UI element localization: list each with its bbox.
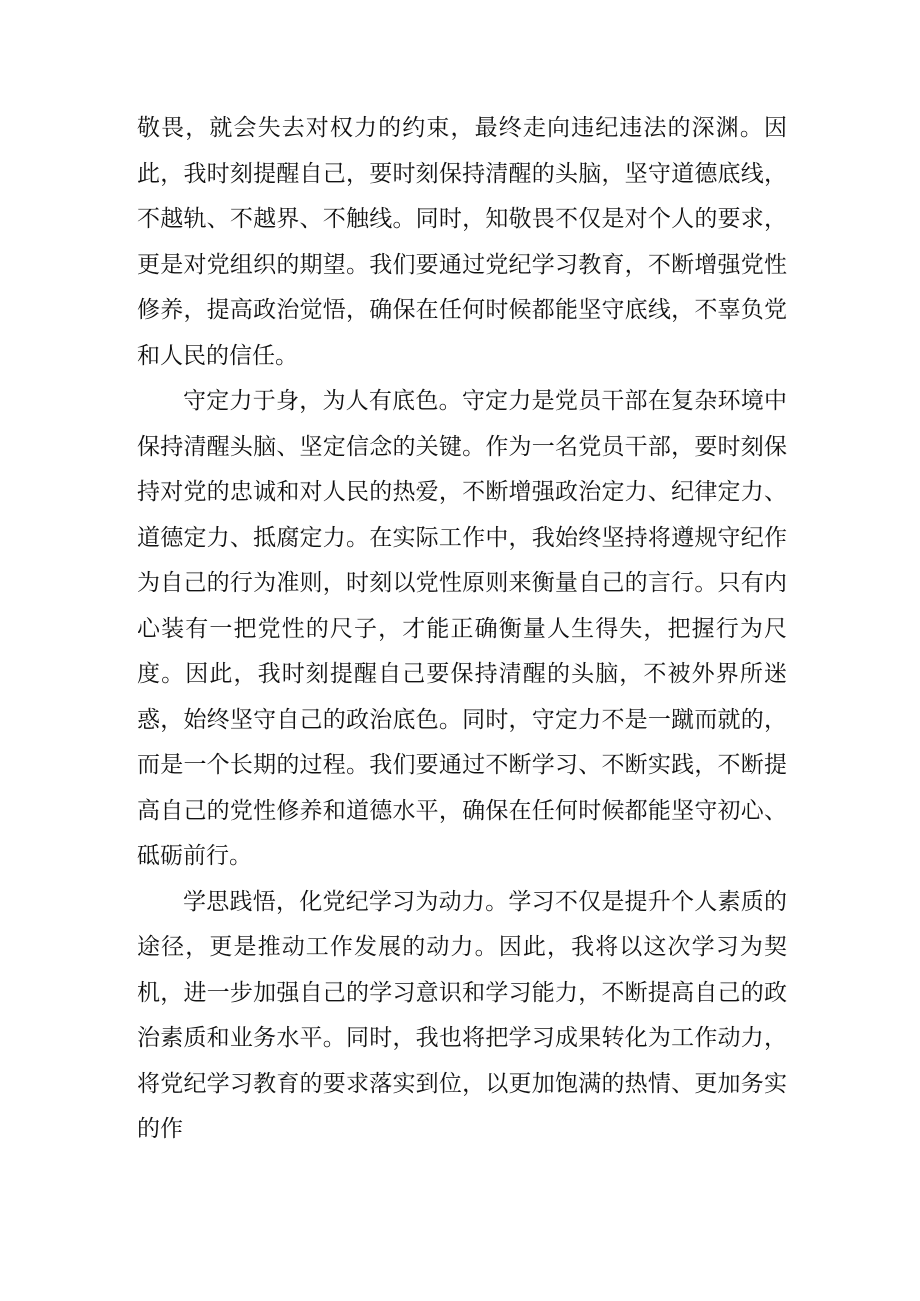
- paragraph-stay-focused: 守定力于身，为人有底色。守定力是党员干部在复杂环境中保持清醒头脑、坚定信念的关键。作为一名党员干部，要时刻保持对党的忠诚和对人民的热爱，不断增强政治定力、纪律定力、道德定力、抵腐定力。在实际工作中，我始终坚持将遵规守纪作为自己的行为准则，时刻以党性原则来衡量自己的言行。只有内心装有一把党性的尺子，才能正确衡量人生得失，把握行为尺度。因此，我时刻提醒自己要保持清醒的头脑，不被外界所迷惑，始终坚守自己的政治底色。同时，守定力不是一蹴而就的，而是一个长期的过程。我们要通过不断学习、不断实践，不断提高自己的党性修养和道德水平，确保在任何时候都能坚守初心、砥砺前行。: [137, 388, 787, 869]
- body-text: [137, 106, 787, 1153]
- paragraph-learn-and-practice: 学思践悟，化党纪学习为动力。学习不仅是提升个人素质的途径，更是推动工作发展的动力。因此，我将以这次学习为契机，进一步加强自己的学习意识和学习能力，不断提高自己的政治素质和业务水平。同时，我也将把学习成果转化为工作动力，将党纪学习教育的要求落实到位，以更加饱满的热情、更加务实的作: [137, 888, 787, 1142]
- paragraph-continued: 敬畏，就会失去对权力的约束，最终走向违纪违法的深渊。因此，我时刻提醒自己，要时刻保持清醒的头脑，坚守道德底线，不越轨、不越界、不触线。同时，知敬畏不仅是对个人的要求，更是对党组织的期望。我们要通过党纪学习教育，不断增强党性修养，提高政治觉悟，确保在任何时候都能坚守底线，不辜负党和人民的信任。: [137, 115, 787, 369]
